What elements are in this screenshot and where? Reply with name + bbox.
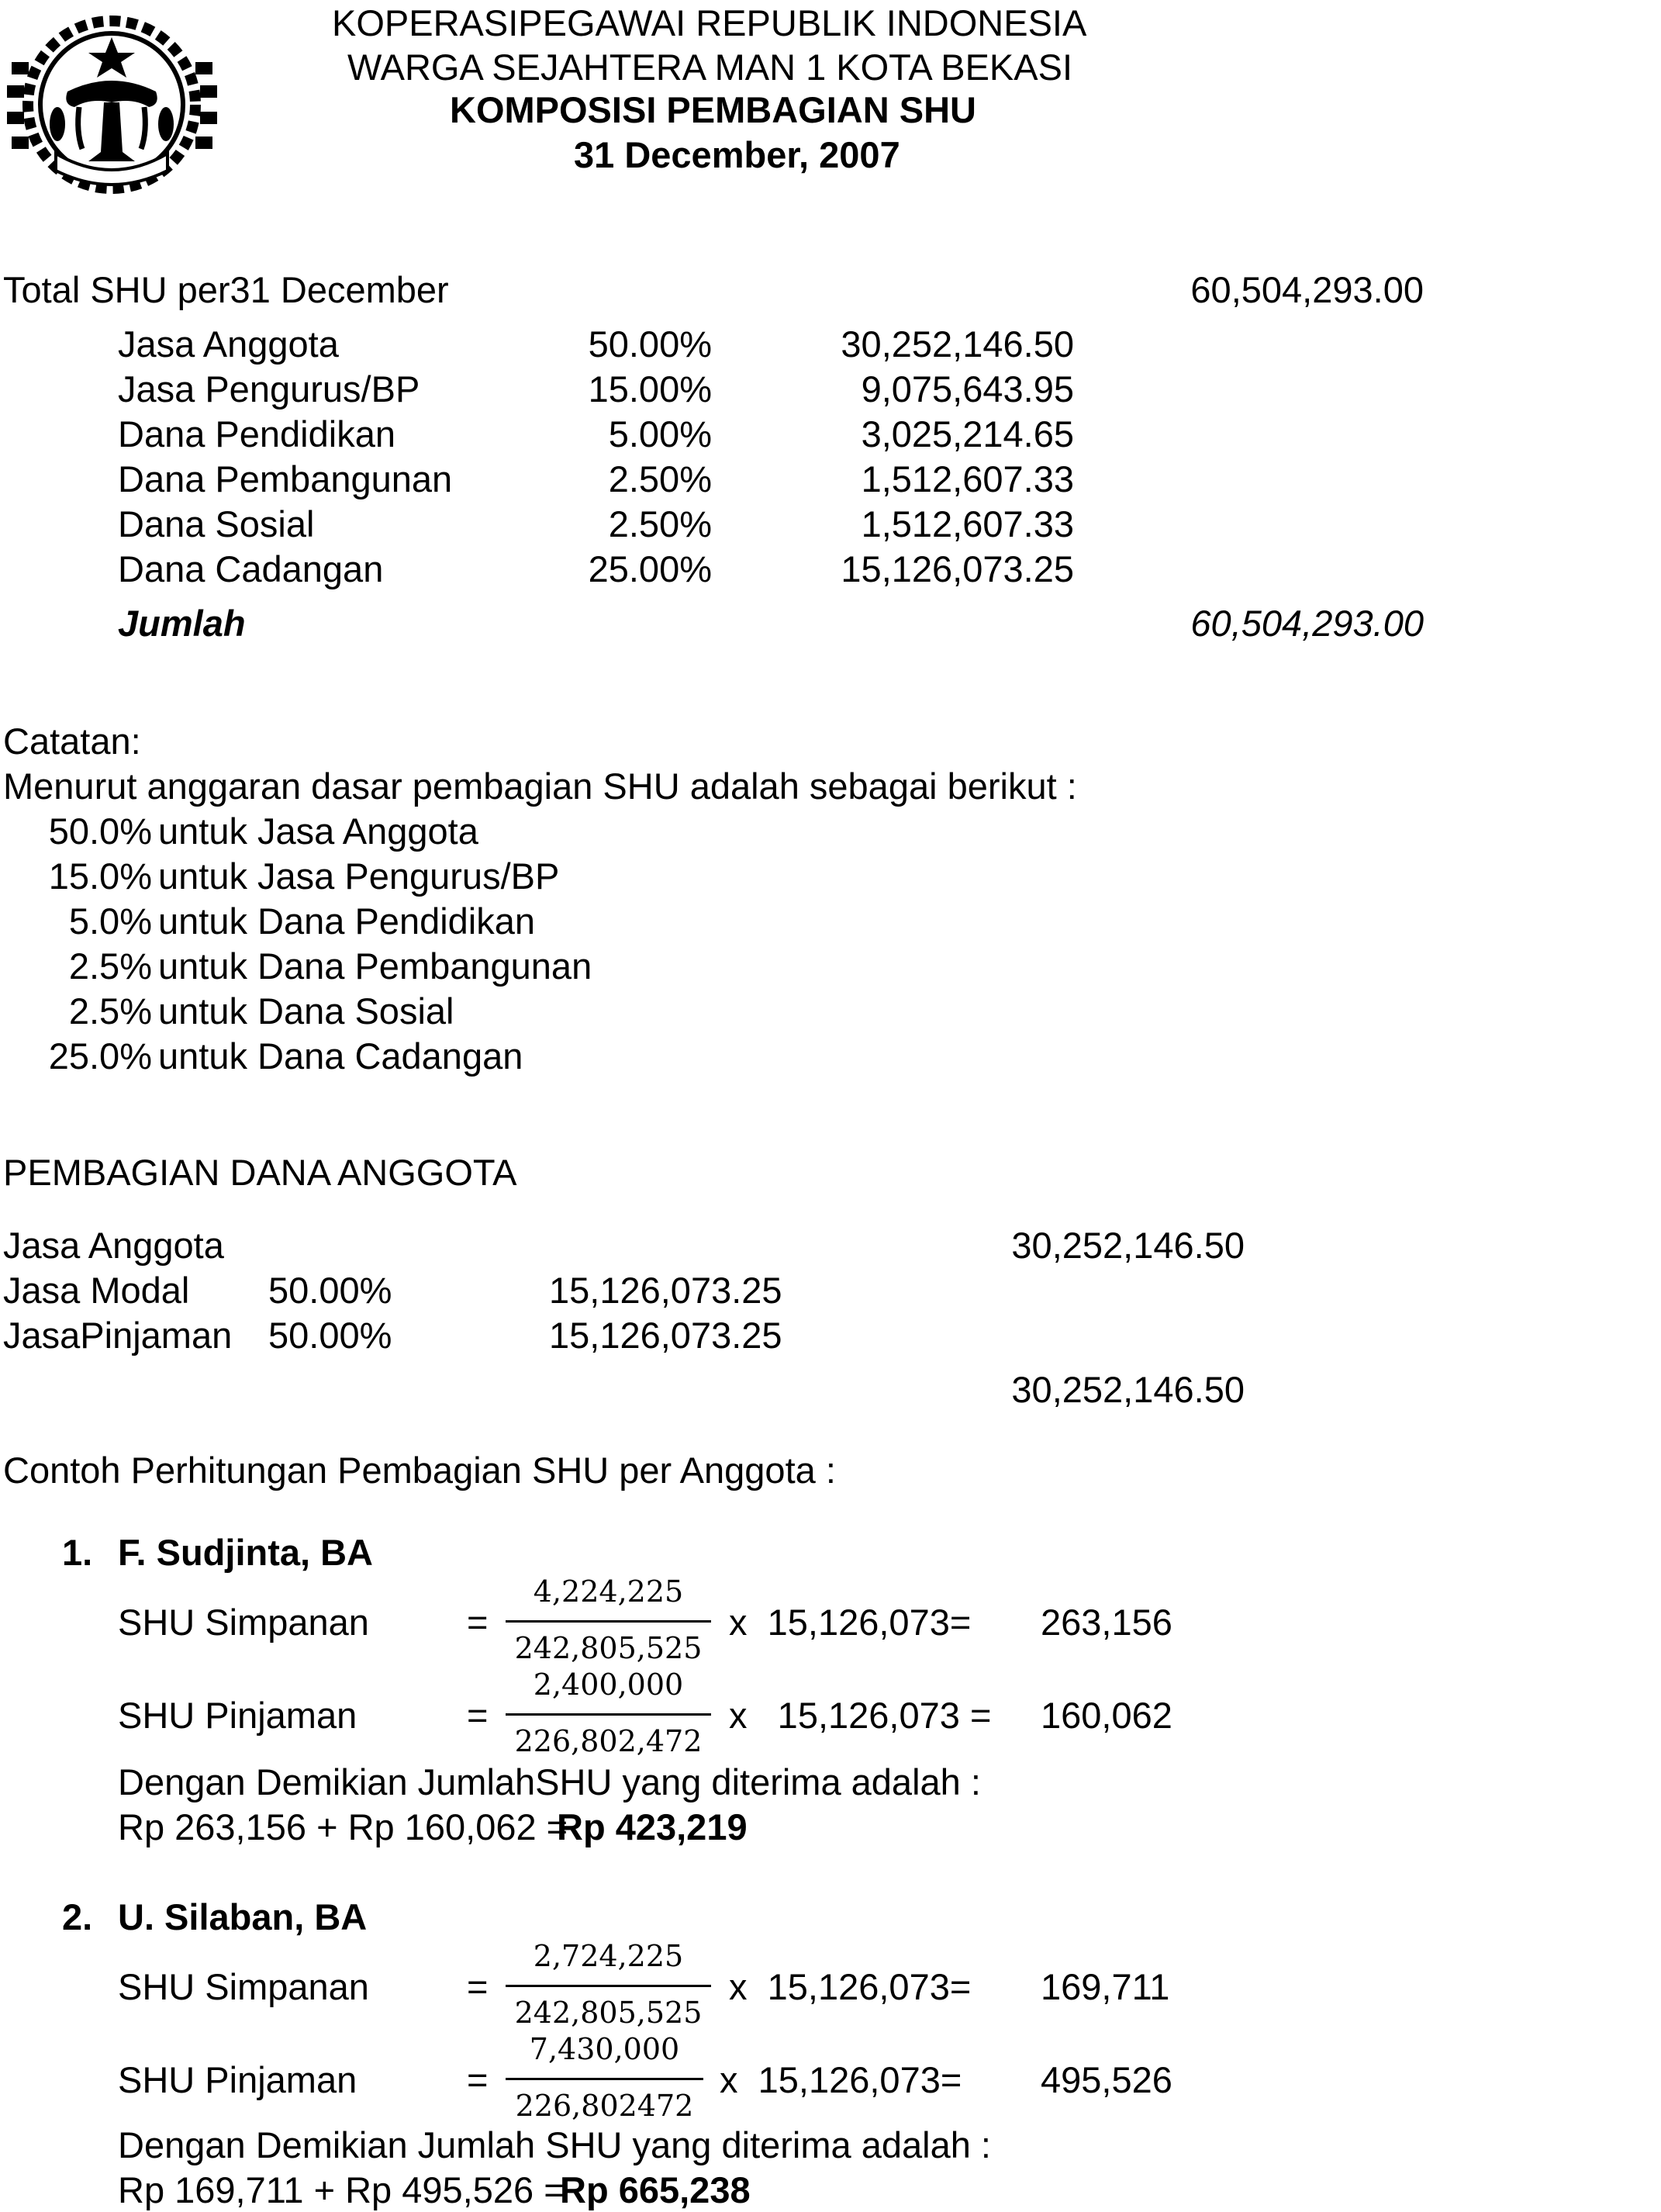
allocation-pct: 2.50% xyxy=(608,458,712,499)
allocation-pct: 5.00% xyxy=(608,413,712,454)
shu-pinjaman-fraction xyxy=(506,1670,711,1763)
report-title: KOMPOSISI PEMBAGIAN SHU xyxy=(450,89,976,130)
report-date: 31 December, 2007 xyxy=(574,134,900,175)
shu-simpanan-label: SHU Simpanan xyxy=(118,1966,369,2007)
jasa-modal-pct: 50.00% xyxy=(268,1270,392,1311)
jasa-modal-label: Jasa Modal xyxy=(3,1270,190,1311)
fraction-denominator: 242,805,525 xyxy=(514,1631,703,1665)
allocation-name: Dana Sosial xyxy=(118,503,315,544)
allocation-amount: 15,126,073.25 xyxy=(841,548,1074,589)
note-pct: 2.5% xyxy=(68,945,152,987)
allocation-pct: 50.00% xyxy=(588,323,712,365)
shu-pinjaman-fraction xyxy=(506,2034,703,2127)
pembagian-total: 30,252,146.50 xyxy=(1011,1369,1245,1410)
allocation-name: Jasa Pengurus/BP xyxy=(118,368,420,410)
jasa-pinjaman-label: JasaPinjaman xyxy=(3,1315,233,1356)
jumlah-value: 60,504,293.00 xyxy=(1190,603,1424,644)
fraction-denominator: 226,802,472 xyxy=(514,1724,703,1758)
fraction-numerator: 2,400,000 xyxy=(533,1668,684,1702)
shu-simpanan-fraction xyxy=(506,1941,711,2034)
shu-pinjaman-label: SHU Pinjaman xyxy=(118,1695,357,1736)
allocation-name: Jasa Anggota xyxy=(118,323,339,365)
shu-pinjaman-result: 495,526 xyxy=(1041,2059,1172,2100)
equals-sign: = xyxy=(467,1695,489,1736)
jasa-anggota-label: Jasa Anggota xyxy=(3,1225,224,1266)
allocation-amount: 3,025,214.65 xyxy=(861,413,1074,454)
allocation-pct: 2.50% xyxy=(608,503,712,544)
shu-simpanan-label: SHU Simpanan xyxy=(118,1602,369,1643)
allocation-name: Dana Pendidikan xyxy=(118,413,395,454)
note-pct: 5.0% xyxy=(68,900,152,942)
shu-pinjaman-result: 160,062 xyxy=(1041,1695,1172,1736)
allocation-name: Dana Cadangan xyxy=(118,548,384,589)
fraction-numerator: 4,224,225 xyxy=(533,1574,684,1609)
shu-simpanan-fraction xyxy=(506,1574,711,1670)
member-number: 2. xyxy=(62,1896,93,1937)
pembagian-title: PEMBAGIAN DANA ANGGOTA xyxy=(3,1152,517,1193)
equals-sign: = xyxy=(467,1602,489,1643)
notes-intro: Menurut anggaran dasar pembagian SHU adalah sebagai berikut : xyxy=(3,766,1077,807)
note-text: untuk Jasa Pengurus/BP xyxy=(158,855,560,897)
summary-total: Rp 665,238 xyxy=(560,2169,751,2210)
fraction-bar xyxy=(506,1985,711,1987)
note-text: untuk Jasa Anggota xyxy=(158,810,478,852)
equals-sign: = xyxy=(467,1966,489,2007)
allocation-amount: 30,252,146.50 xyxy=(841,323,1074,365)
org-name-line1: KOPERASIPEGAWAI REPUBLIK INDONESIA xyxy=(332,2,1087,43)
shu-pinjaman-label: SHU Pinjaman xyxy=(118,2059,357,2100)
note-pct: 2.5% xyxy=(68,990,152,1032)
jasa-pinjaman-pct: 50.00% xyxy=(268,1315,392,1356)
note-text: untuk Dana Pembangunan xyxy=(158,945,592,987)
fraction-denominator: 226,802472 xyxy=(515,2089,694,2123)
fraction-numerator: 2,724,225 xyxy=(533,1939,684,1973)
fraction-numerator: 7,430,000 xyxy=(529,2032,680,2066)
note-pct: 15.0% xyxy=(48,855,152,897)
notes-title: Catatan: xyxy=(3,721,141,762)
member-number: 1. xyxy=(62,1532,93,1573)
allocation-amount: 9,075,643.95 xyxy=(861,368,1074,410)
allocation-amount: 1,512,607.33 xyxy=(861,503,1074,544)
allocation-pct: 25.00% xyxy=(588,548,712,589)
fraction-bar xyxy=(506,1620,711,1623)
note-text: untuk Dana Cadangan xyxy=(158,1035,523,1077)
shu-simpanan-result: 263,156 xyxy=(1041,1602,1172,1643)
summary-calc: Rp 263,156 + Rp 160,062 = xyxy=(118,1806,568,1847)
multiplier: x 15,126,073= xyxy=(729,1602,972,1643)
multiplier: x 15,126,073 = xyxy=(729,1695,992,1736)
shu-simpanan-result: 169,711 xyxy=(1041,1966,1170,2007)
fraction-bar xyxy=(506,2078,703,2080)
multiplier: x 15,126,073= xyxy=(720,2059,962,2100)
note-pct: 50.0% xyxy=(48,810,152,852)
fraction-denominator: 242,805,525 xyxy=(514,1996,703,2030)
multiplier: x 15,126,073= xyxy=(729,1966,972,2007)
summary-total: Rp 423,219 xyxy=(557,1806,748,1847)
jasa-modal-amount: 15,126,073.25 xyxy=(549,1270,782,1311)
equals-sign: = xyxy=(467,2059,489,2100)
jasa-pinjaman-amount: 15,126,073.25 xyxy=(549,1315,782,1356)
total-shu-value: 60,504,293.00 xyxy=(1190,269,1424,310)
total-shu-label: Total SHU per31 December xyxy=(3,269,449,310)
fraction-bar xyxy=(506,1713,711,1716)
cooperative-logo xyxy=(2,16,223,194)
summary-calc: Rp 169,711 + Rp 495,526 = xyxy=(118,2169,565,2210)
jumlah-label: Jumlah xyxy=(118,603,246,644)
summary-text: Dengan Demikian Jumlah SHU yang diterima adalah : xyxy=(118,2124,991,2165)
member-name: F. Sudjinta, BA xyxy=(118,1532,373,1573)
note-pct: 25.0% xyxy=(48,1035,152,1077)
allocation-name: Dana Pembangunan xyxy=(118,458,453,499)
allocation-pct: 15.00% xyxy=(588,368,712,410)
allocation-amount: 1,512,607.33 xyxy=(861,458,1074,499)
contoh-title: Contoh Perhitungan Pembagian SHU per Anggota : xyxy=(3,1450,836,1491)
org-name-line2: WARGA SEJAHTERA MAN 1 KOTA BEKASI xyxy=(347,47,1073,88)
member-name: U. Silaban, BA xyxy=(118,1896,368,1937)
summary-text: Dengan Demikian JumlahSHU yang diterima adalah : xyxy=(118,1761,981,1802)
note-text: untuk Dana Pendidikan xyxy=(158,900,536,942)
jasa-anggota-value: 30,252,146.50 xyxy=(1011,1225,1245,1266)
note-text: untuk Dana Sosial xyxy=(158,990,454,1032)
